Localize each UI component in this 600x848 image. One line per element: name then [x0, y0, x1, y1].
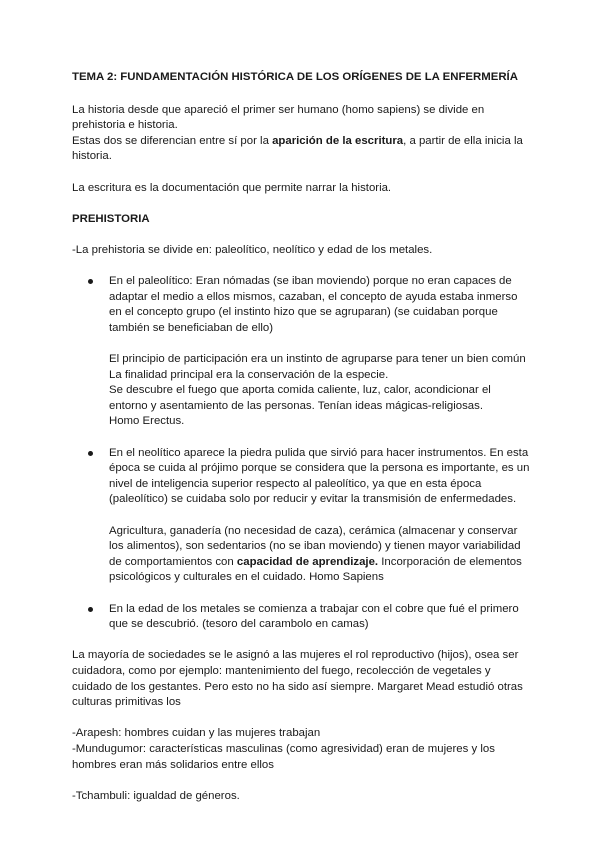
paleolitico-line-2: La finalidad principal era la conservación de la especie.: [109, 368, 389, 381]
intro-p2-text: Estas dos se diferencian entre sí por la: [72, 134, 273, 147]
bullet-dot-icon: [88, 607, 93, 612]
culture-tchambuli: -Tchambuli: igualdad de géneros.: [72, 789, 240, 802]
culture-mundugumor: -Mundugumor: características masculinas (como agresividad) eran de mujeres y los hombres eran más solidarios entre ellos: [72, 742, 495, 771]
bullet-item-metales: [72, 602, 532, 633]
neolitico-paragraph-1: En el neolítico aparece la piedra pulida que sirvió para hacer instrumentos. En esta época se cuida al prójimo porque se considera que la persona es importante, es un nivel de inteligencia superior respecto al paleolítico, ya que en esta época (paleolítico) se cuidaba solo por reducir y evitar la transmisión de enfermedades.: [109, 446, 530, 506]
paleolitico-line-1: El principio de participación era un instinto de agruparse para tener un bien común: [109, 353, 526, 366]
neolitico-p2-bold: capacidad de aprendizaje.: [236, 555, 379, 568]
culture-arapesh: -Arapesh: hombres cuidan y las mujeres trabajan: [72, 727, 321, 740]
section-heading-prehistoria: PREHISTORIA: [72, 212, 150, 225]
neolitico-p2-text: Agricultura, ganadería (no necesidad de caza), cerámica (almacenar y conservar los alimentos), son sedentarios (no se iban moviendo) y tienen mayor variabilidad de comportamientos con: [109, 524, 521, 568]
intro-paragraph-2: [72, 134, 532, 165]
paleolitico-line-4: Homo Erectus.: [109, 415, 185, 428]
intro-paragraph-1: La historia desde que apareció el primer ser humano (homo sapiens) se divide en prehistoria e historia.: [72, 103, 485, 132]
intro-p2-bold: aparición de la escritura: [272, 134, 404, 147]
document-page: [72, 70, 532, 804]
bullet-item-paleolitico: [72, 274, 532, 446]
paleolitico-line-3: Se descubre el fuego que aporta comida caliente, luz, calor, acondicionar el entorno y asentamiento de las personas. Tenían ideas mágicas-religiosas.: [109, 384, 491, 412]
page-title: TEMA 2: FUNDAMENTACIÓN HISTÓRICA DE LOS ORÍGENES DE LA ENFERMERÍA: [72, 71, 518, 83]
bullet-item-neolitico: [72, 446, 532, 602]
prehistoria-bullet-list: [72, 274, 532, 633]
bullet-dot-icon: [88, 451, 93, 456]
metales-paragraph-1: En la edad de los metales se comienza a trabajar con el cobre que fué el primero que se descubrió. (tesoro del carambolo en camas): [109, 602, 519, 631]
paleolitico-paragraph-1: En el paleolítico: Eran nómadas (se iban moviendo) porque no eran capaces de adaptar el medio a ellos mismos, cazaban, el concepto de ayuda estaba inmerso en el concepto grupo (el instinto hizo que se agruparan) (se cuidaban porque también se beneficiaban de ello): [109, 275, 518, 334]
prehistoria-division: -La prehistoria se divide en: paleolítico, neolítico y edad de los metales.: [72, 243, 433, 256]
intro-paragraph-3: La escritura es la documentación que permite narrar la historia.: [72, 181, 392, 194]
sociedades-paragraph: La mayoría de sociedades se le asignó a las mujeres el rol reproductivo (hijos), osea ser cuidadora, como por ejemplo: mantenimiento del fuego, recolección de vegetales y cuidado de los gestantes. Pero esto no ha sido así siempre. Margaret Mead estudió otras culturas primitivas los: [72, 649, 523, 709]
bullet-dot-icon: [88, 279, 93, 284]
intro-p2-text-after: , a partir de ella inicia la historia.: [72, 134, 523, 163]
neolitico-paragraph-2: [109, 524, 532, 586]
neolitico-p2-text-after: Incorporación de elementos psicológicos y culturales en el cuidado. Homo Sapiens: [109, 555, 522, 584]
